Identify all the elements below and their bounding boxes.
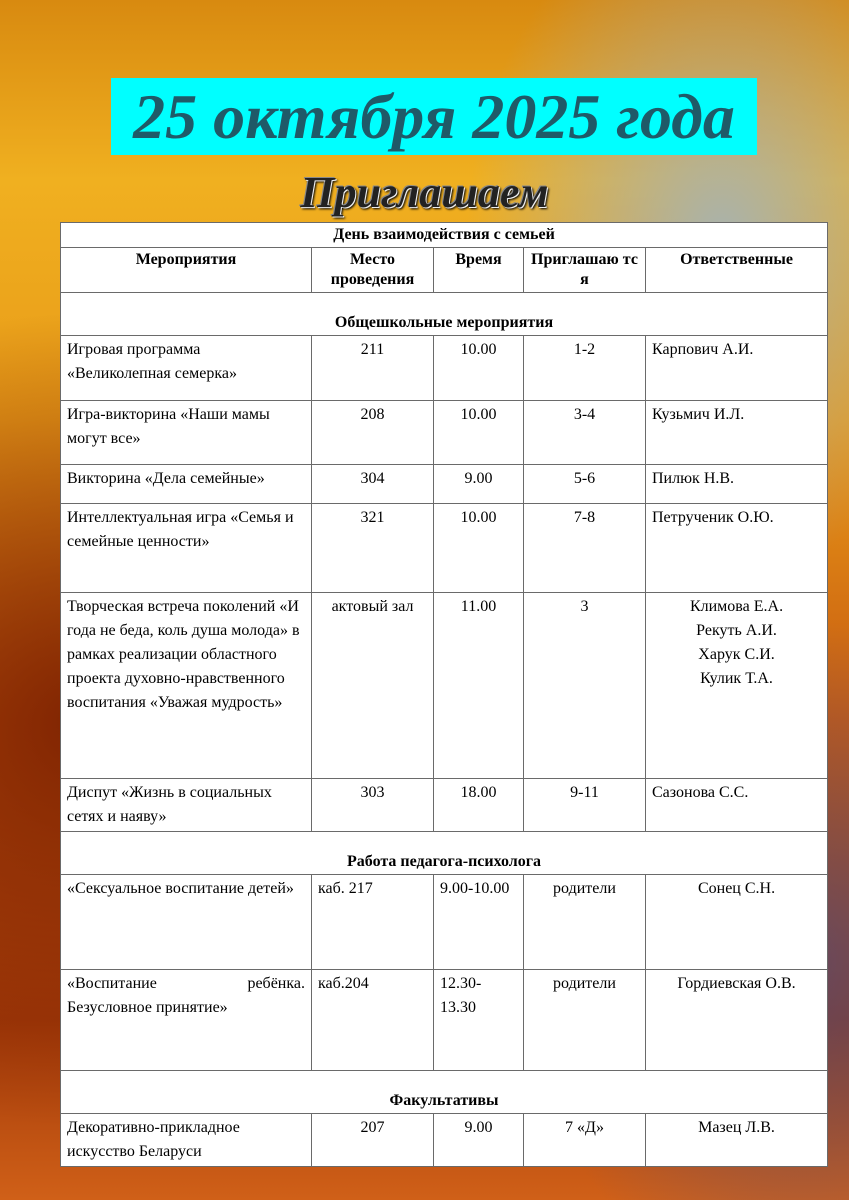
cell-invited: 1-2 [524, 336, 646, 401]
header-place: Место проведения [312, 248, 434, 293]
table-row [61, 779, 828, 832]
cell-responsible: Карпович А.И. [646, 336, 828, 401]
cell-invited: 3 [524, 593, 646, 779]
header-events: Мероприятия [61, 248, 312, 293]
cell-event: Декоративно-прикладное искусство Беларуси [61, 1114, 312, 1167]
header-invited: Приглашаю тся [524, 248, 646, 293]
cell-time: 9.00 [434, 1114, 524, 1167]
table-row [61, 465, 828, 504]
table-row [61, 504, 828, 593]
cell-event: Интеллектуальная игра «Семья и семейные ценности» [61, 504, 312, 593]
cell-place: актовый зал [312, 593, 434, 779]
cell-responsible: Климова Е.А. Рекуть А.И. Харук С.И. Кулик Т.А. [646, 593, 828, 779]
header-row [61, 248, 828, 293]
cell-time: 11.00 [434, 593, 524, 779]
cell-event: Диспут «Жизнь в социальных сетях и наяву» [61, 779, 312, 832]
cell-place: 303 [312, 779, 434, 832]
cell-invited: родители [524, 970, 646, 1071]
cell-place: 207 [312, 1114, 434, 1167]
cell-time: 9.00-10.00 [434, 875, 524, 970]
cell-time: 12.30-13.30 [434, 970, 524, 1071]
cell-event: Творческая встреча поколений «И года не беда, коль душа молода» в рамках реализации областного проекта духовно-нравственного воспитания «Уважая мудрость» [61, 593, 312, 779]
cell-invited: родители [524, 875, 646, 970]
table-row [61, 593, 828, 779]
cell-event: Игра-викторина «Наши мамы могут все» [61, 401, 312, 465]
date-banner: 25 октября 2025 года [111, 78, 757, 155]
cell-place: 304 [312, 465, 434, 504]
cell-event: «Сексуальное воспитание детей» [61, 875, 312, 970]
table-row [61, 1114, 828, 1167]
cell-time: 18.00 [434, 779, 524, 832]
section-title: Общешкольные мероприятия [61, 293, 828, 336]
cell-invited: 3-4 [524, 401, 646, 465]
header-time: Время [434, 248, 524, 293]
cell-time: 10.00 [434, 504, 524, 593]
cell-responsible: Петрученик О.Ю. [646, 504, 828, 593]
table-title: День взаимодействия с семьей [61, 223, 828, 248]
cell-place: каб. 217 [312, 875, 434, 970]
cell-invited: 9-11 [524, 779, 646, 832]
cell-place: 321 [312, 504, 434, 593]
table-row [61, 401, 828, 465]
cell-time: 10.00 [434, 401, 524, 465]
table-row [61, 970, 828, 1071]
events-table [60, 222, 828, 1167]
cell-responsible: Пилюк Н.В. [646, 465, 828, 504]
cell-time: 9.00 [434, 465, 524, 504]
cell-time: 10.00 [434, 336, 524, 401]
cell-invited: 5-6 [524, 465, 646, 504]
cell-responsible: Гордиевская О.В. [646, 970, 828, 1071]
cell-place: 211 [312, 336, 434, 401]
cell-event: Игровая программа «Великолепная семерка» [61, 336, 312, 401]
table-row [61, 875, 828, 970]
section-title: Работа педагога-психолога [61, 832, 828, 875]
table-row [61, 336, 828, 401]
header-responsible: Ответственные [646, 248, 828, 293]
section-title: Факультативы [61, 1071, 828, 1114]
cell-responsible: Сонец С.Н. [646, 875, 828, 970]
cell-event: Викторина «Дела семейные» [61, 465, 312, 504]
invite-title: Приглашаем [300, 168, 549, 217]
cell-responsible: Кузьмич И.Л. [646, 401, 828, 465]
cell-invited: 7 «Д» [524, 1114, 646, 1167]
cell-place: 208 [312, 401, 434, 465]
cell-place: каб.204 [312, 970, 434, 1071]
cell-invited: 7-8 [524, 504, 646, 593]
cell-responsible: Мазец Л.В. [646, 1114, 828, 1167]
cell-responsible: Сазонова С.С. [646, 779, 828, 832]
cell-event: «Воспитание ребёнка. Безусловное принятие» [61, 970, 312, 1071]
